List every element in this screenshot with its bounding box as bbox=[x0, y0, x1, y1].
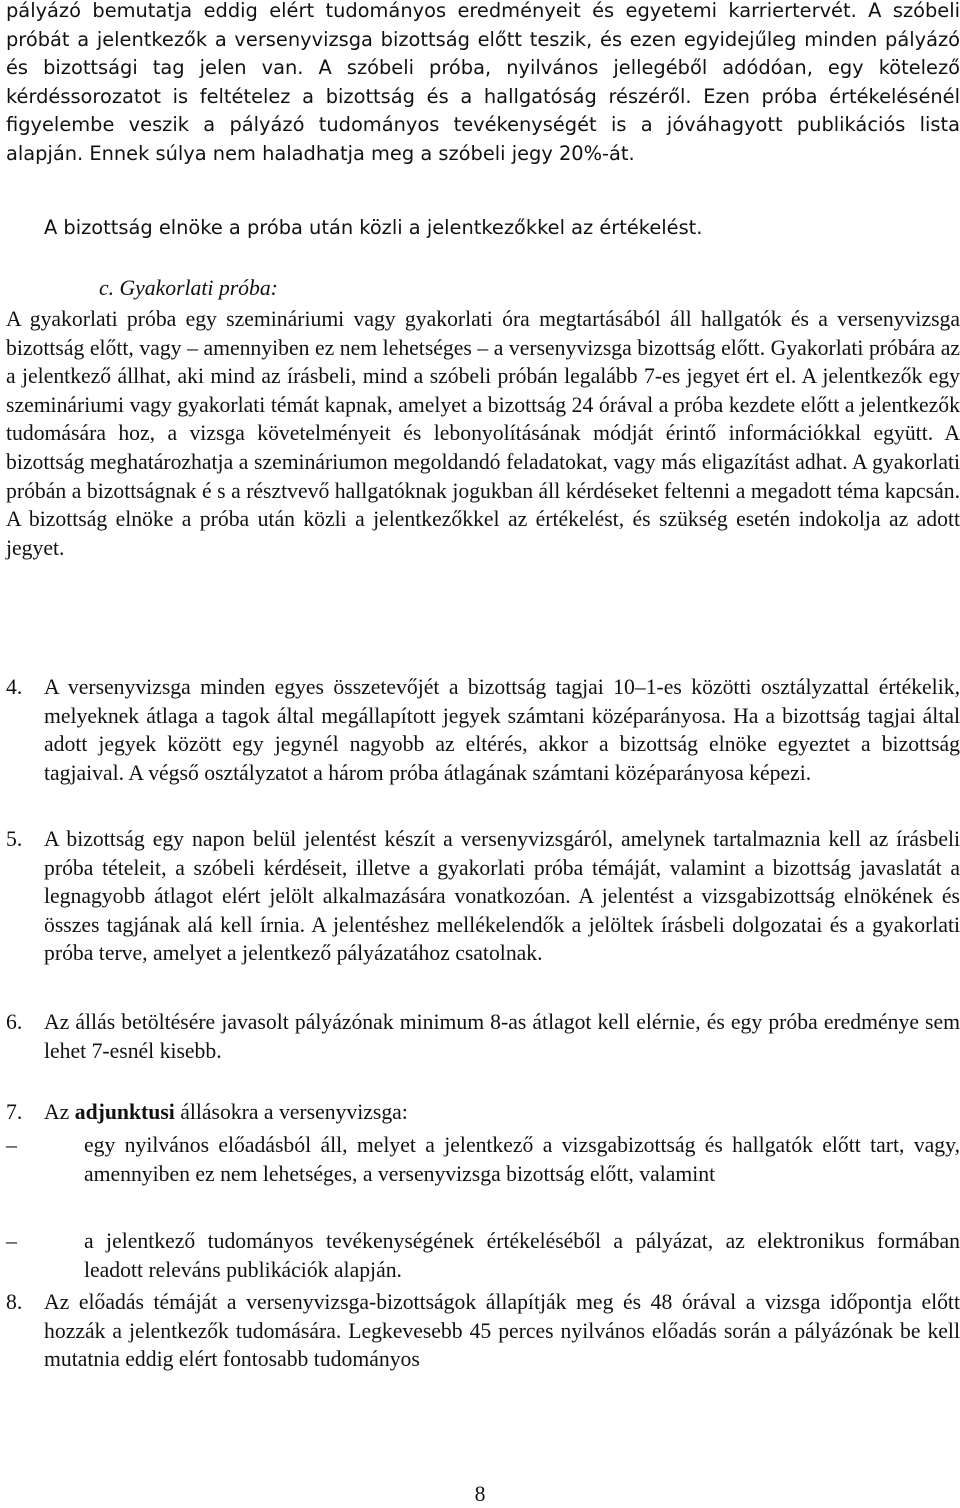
item-7-bold: adjunktusi bbox=[74, 1100, 175, 1124]
oral-exam-closing bbox=[44, 214, 960, 243]
oral-exam-paragraph bbox=[6, 0, 960, 168]
list-item-text: A bizottság egy napon belül jelentést készít a versenyvizsgáról, amelynek tartalmaznia kell az írásbeli próba tételeit, a szóbeli kérdéseit, illetve a gyakorlati próba témáját, valamint a bizottság javaslatát a legnagyobb átlagot elért jelölt alkalmazására vonatkozóan. A jelentést a vizsgabizottság elnökének és összes tagjának alá kell írnia. A jelentéshez mellékelendők a jelöltek írásbeli dolgozatai és a gyakorlati próba terve, amelyet a jelentkező pályázatához csatolnak. bbox=[44, 827, 960, 966]
oral-exam-closing-text: A bizottság elnöke a próba után közli a jelentkezőkkel az értékelést. bbox=[44, 216, 703, 239]
list-number: 5. bbox=[6, 827, 23, 851]
dash-item-1 bbox=[6, 1131, 960, 1188]
document-page bbox=[6, 0, 960, 1508]
dash-bullet: – bbox=[6, 1229, 17, 1253]
section-c-heading bbox=[99, 274, 278, 303]
list-number: 6. bbox=[6, 1010, 23, 1034]
list-number: 8. bbox=[6, 1290, 23, 1314]
list-item-8 bbox=[6, 1288, 960, 1374]
item-7-post: állásokra a versenyvizsga: bbox=[174, 1100, 408, 1124]
section-c-text: A gyakorlati próba egy szemináriumi vagy gyakorlati óra megtartásából áll hallgatók és a versenyvizsga bizottság előtt, vagy – amennyiben ez nem lehetséges – a versenyvizsga bizottság előtt. Gyakorlati próbára az a jelentkező állhat, aki mind az írásbeli, mind a szóbeli próbán legalább 7-es jegyet ért el. A jelentkezők egy szemináriumi vagy gyakorlati témát kapnak, amelyet a bizottság 24 órával a próba kezdete előtt a jelentkezők tudomására hoz, a vizsga követelményeit és lebonyolításának módját érintő információkkal együtt. A bizottság meghatározhatja a szemináriumon megoldandó feladatokat, vagy más eligazítást adhat. A gyakorlati próbán a bizottságnak é s a résztvevő hallgatóknak jogukban áll kérdéseket feltenni a megadott téma kapcsán. A bizottság elnöke a próba után közli a jelentkezőkkel az értékelést, és szükség esetén indokolja az adott jegyet. bbox=[6, 307, 960, 560]
dash-item-2 bbox=[6, 1227, 960, 1284]
list-item-5 bbox=[6, 825, 960, 968]
section-c-heading-text: c. Gyakorlati próba: bbox=[99, 276, 278, 300]
list-item-text bbox=[44, 1098, 960, 1127]
dash-item-text: a jelentkező tudományos tevékenységének értékeléséből a pályázat, az elektronikus formában leadott releváns publikációk alapján. bbox=[84, 1229, 960, 1282]
item-7-pre: Az bbox=[44, 1100, 75, 1124]
oral-exam-text: pályázó bemutatja eddig elért tudományos eredményeit és egyetemi karriertervét. A szóbeli próbát a jelentkezők a versenyvizsga bizottság előtt teszik, és ezen egyidejűleg minden pályázó és bizottsági tag jelen van. A szóbeli próba, nyilvános jellegéből adódóan, egy kötelező kérdéssorozatot is feltételez a bizottság és a hallgatóság részéről. Ezen próba értékelésénél figyelembe veszik a pályázó tudományos tevékenységét is a jóváhagyott publikációs lista alapján. Ennek súlya nem haladhatja meg a szóbeli jegy 20%-át. bbox=[6, 0, 960, 165]
list-item-7 bbox=[6, 1098, 960, 1127]
dash-item-text: egy nyilvános előadásból áll, melyet a jelentkező a vizsgabizottság és hallgatók előtt tart, vagy, amennyiben ez nem lehetséges, a versenyvizsga bizottság előtt, valamint bbox=[84, 1133, 960, 1186]
list-item-text: Az állás betöltésére javasolt pályázónak minimum 8-as átlagot kell elérnie, és egy próba eredménye sem lehet 7-esnél kisebb. bbox=[44, 1010, 960, 1063]
list-item-6 bbox=[6, 1008, 960, 1065]
list-item-text: Az előadás témáját a versenyvizsga-bizottságok állapítják meg és 48 órával a vizsga időpontja előtt hozzák a jelentkezők tudomására. Legkevesebb 45 perces nyilvános előadás során a pályázónak be kell mutatnia eddig elért fontosabb tudományos bbox=[44, 1290, 960, 1372]
dash-bullet: – bbox=[6, 1133, 17, 1157]
list-number: 4. bbox=[6, 675, 23, 699]
list-item-4 bbox=[6, 673, 960, 787]
list-item-text: A versenyvizsga minden egyes összetevőjét a bizottság tagjai 10–1-es közötti osztályzattal értékelik, melyeknek átlaga a tagok által megállapított jegyek számtani középarányosa. Ha a bizottság tagjai által adott jegyek között egy jegynél nagyobb az eltérés, akkor a bizottság elnöke egyeztet a bizottság tagjaival. A végső osztályzatot a három próba átlagának számtani középarányosa képezi. bbox=[44, 675, 960, 785]
list-number: 7. bbox=[6, 1100, 23, 1124]
section-c-paragraph bbox=[6, 305, 960, 562]
page-number: 8 bbox=[474, 1482, 486, 1506]
